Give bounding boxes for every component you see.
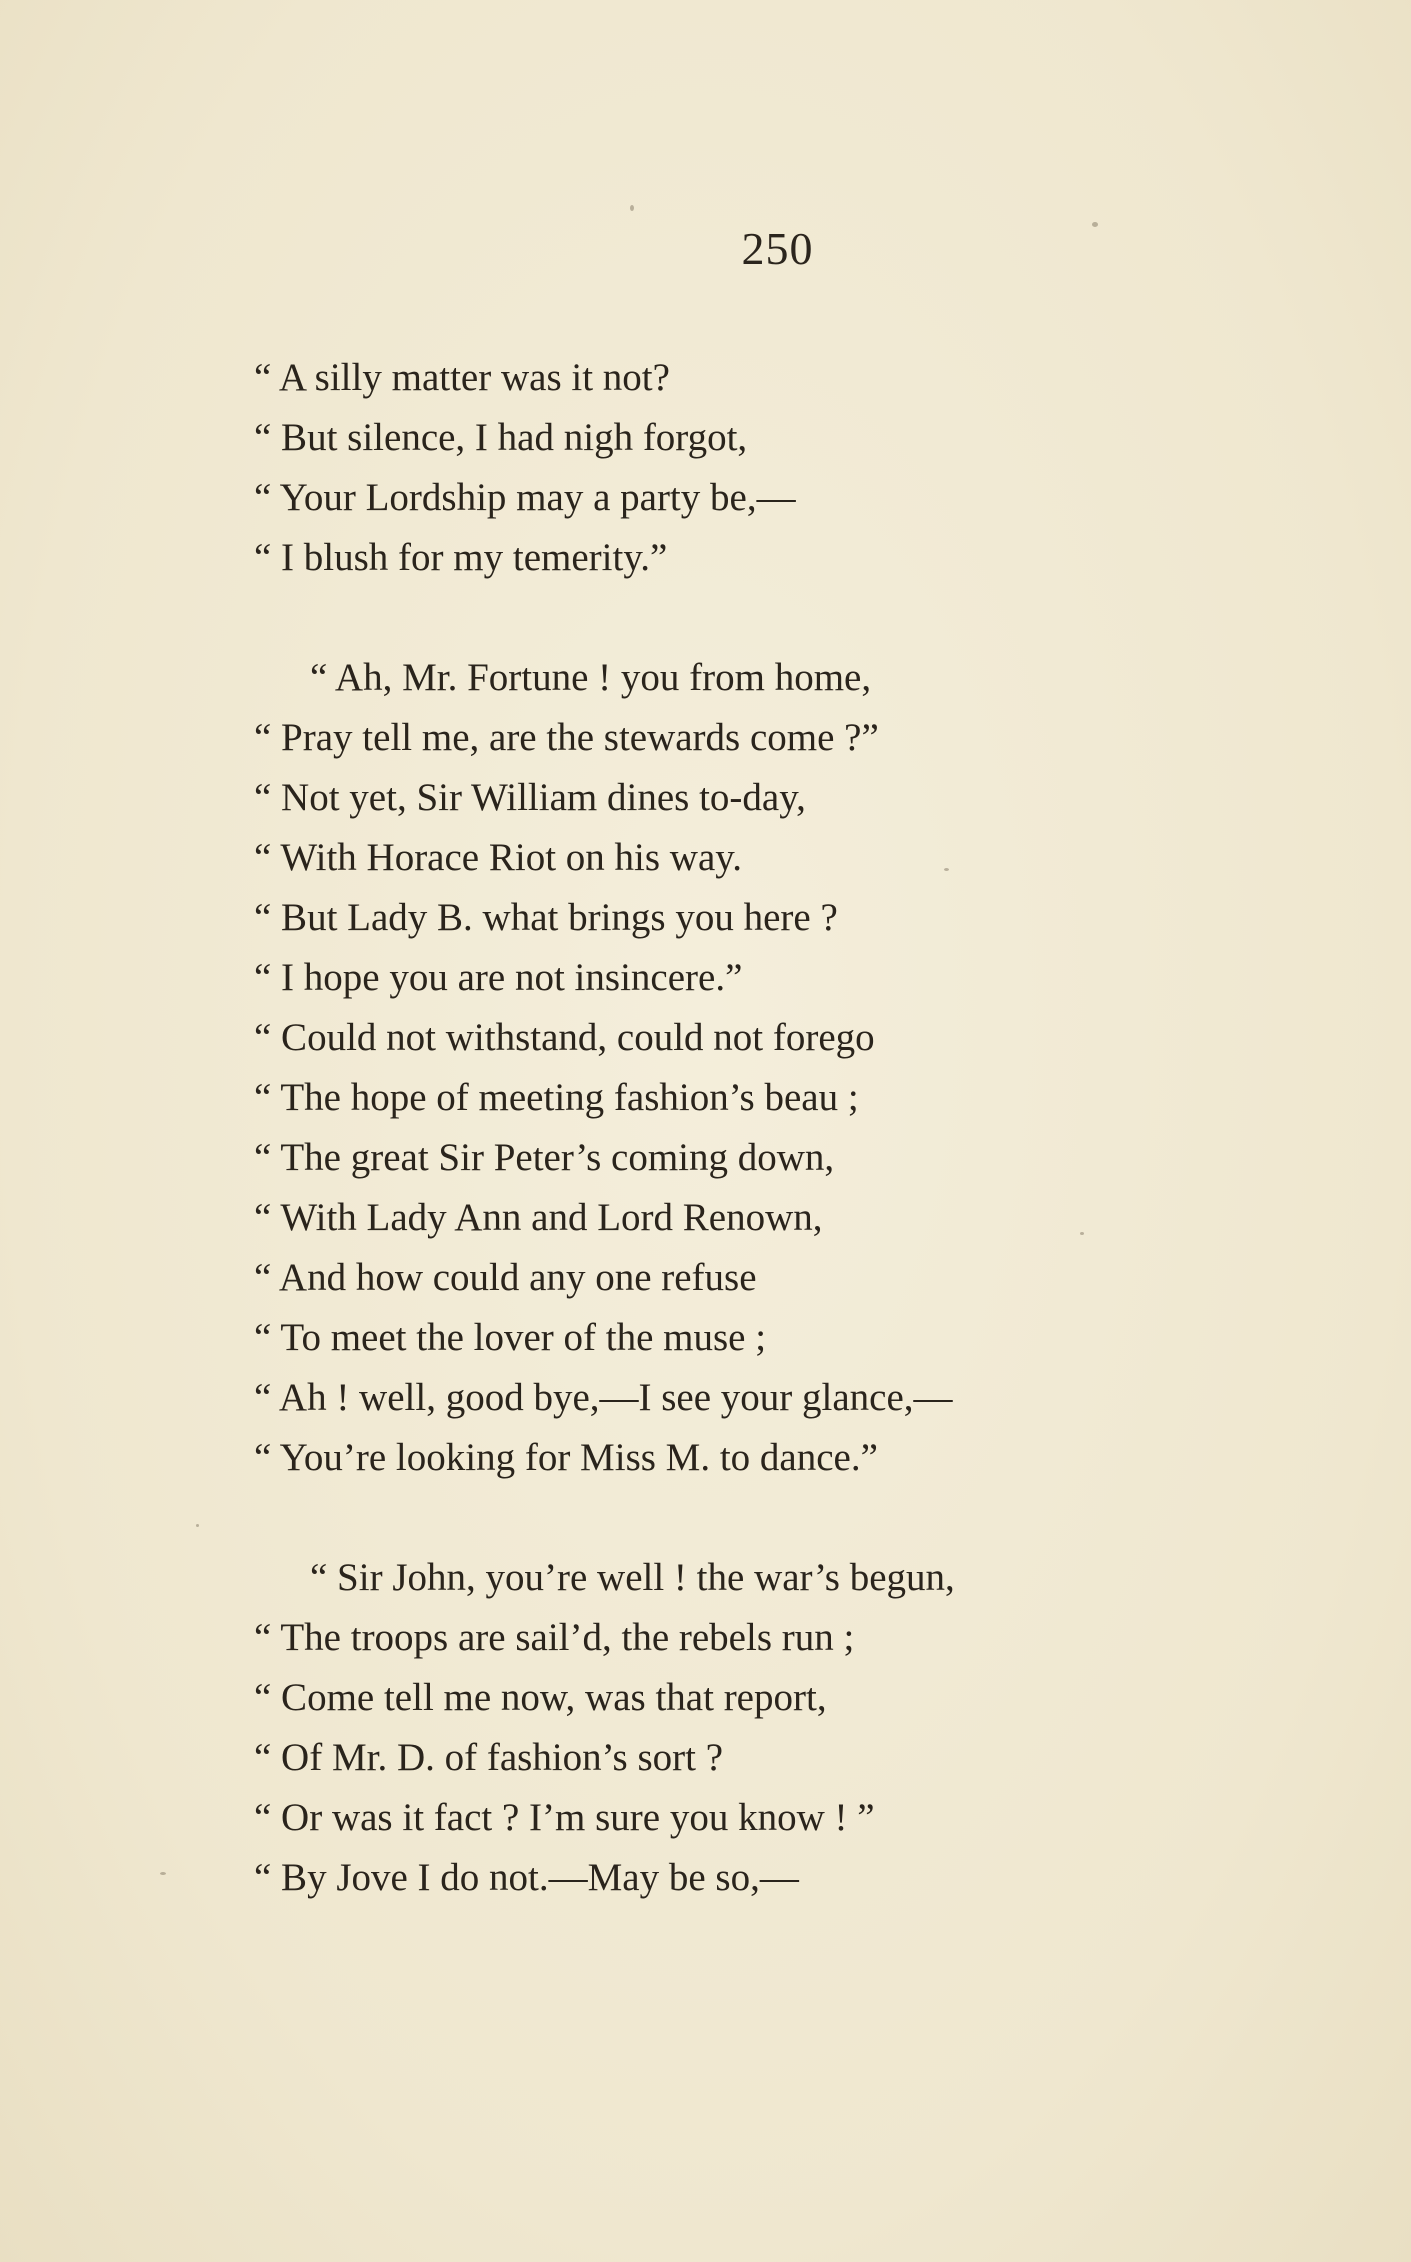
verse-line: “ Your Lordship may a party be,— (254, 476, 796, 519)
verse-line: “ The hope of meeting fashion’s beau ; (254, 1076, 859, 1119)
verse-line: “ The troops are sail’d, the rebels run ; (254, 1616, 855, 1659)
verse-line: “ But silence, I had nigh forgot, (254, 416, 748, 459)
verse-line: “ I hope you are not insincere.” (254, 956, 743, 999)
paper-speck (944, 868, 949, 871)
verse-line: “ But Lady B. what brings you here ? (254, 896, 838, 939)
verse-line: “ Come tell me now, was that report, (254, 1676, 827, 1719)
paper-speck (1092, 222, 1098, 227)
verse-line: “ You’re looking for Miss M. to dance.” (254, 1436, 878, 1479)
verse-line: “ Or was it fact ? I’m sure you know ! ” (254, 1796, 875, 1839)
paper-speck (196, 1524, 199, 1527)
paper-speck (630, 205, 634, 211)
verse-line: “ And how could any one refuse (254, 1256, 757, 1299)
verse-line: “ By Jove I do not.—May be so,— (254, 1856, 799, 1899)
verse-line: “ Could not withstand, could not forego (254, 1016, 875, 1059)
verse-line: “ A silly matter was it not? (254, 356, 670, 399)
paper-speck (160, 1872, 166, 1875)
verse-line: “ Ah, Mr. Fortune ! you from home, (310, 656, 872, 699)
verse-line: “ To meet the lover of the muse ; (254, 1316, 767, 1359)
verse-line: “ Sir John, you’re well ! the war’s begun, (310, 1556, 955, 1599)
verse-line: “ The great Sir Peter’s coming down, (254, 1136, 835, 1179)
verse-line: “ Ah ! well, good bye,—I see your glance,— (254, 1376, 953, 1419)
verse-line: “ I blush for my temerity.” (254, 536, 668, 579)
verse-line: “ Not yet, Sir William dines to-day, (254, 776, 806, 819)
verse-line: “ With Lady Ann and Lord Renown, (254, 1196, 823, 1239)
verse-line: “ With Horace Riot on his way. (254, 836, 742, 879)
page-number: 250 (741, 223, 814, 274)
verse-line: “ Pray tell me, are the stewards come ?” (254, 716, 879, 759)
paper-speck (1080, 1232, 1084, 1235)
verse-line: “ Of Mr. D. of fashion’s sort ? (254, 1736, 724, 1779)
